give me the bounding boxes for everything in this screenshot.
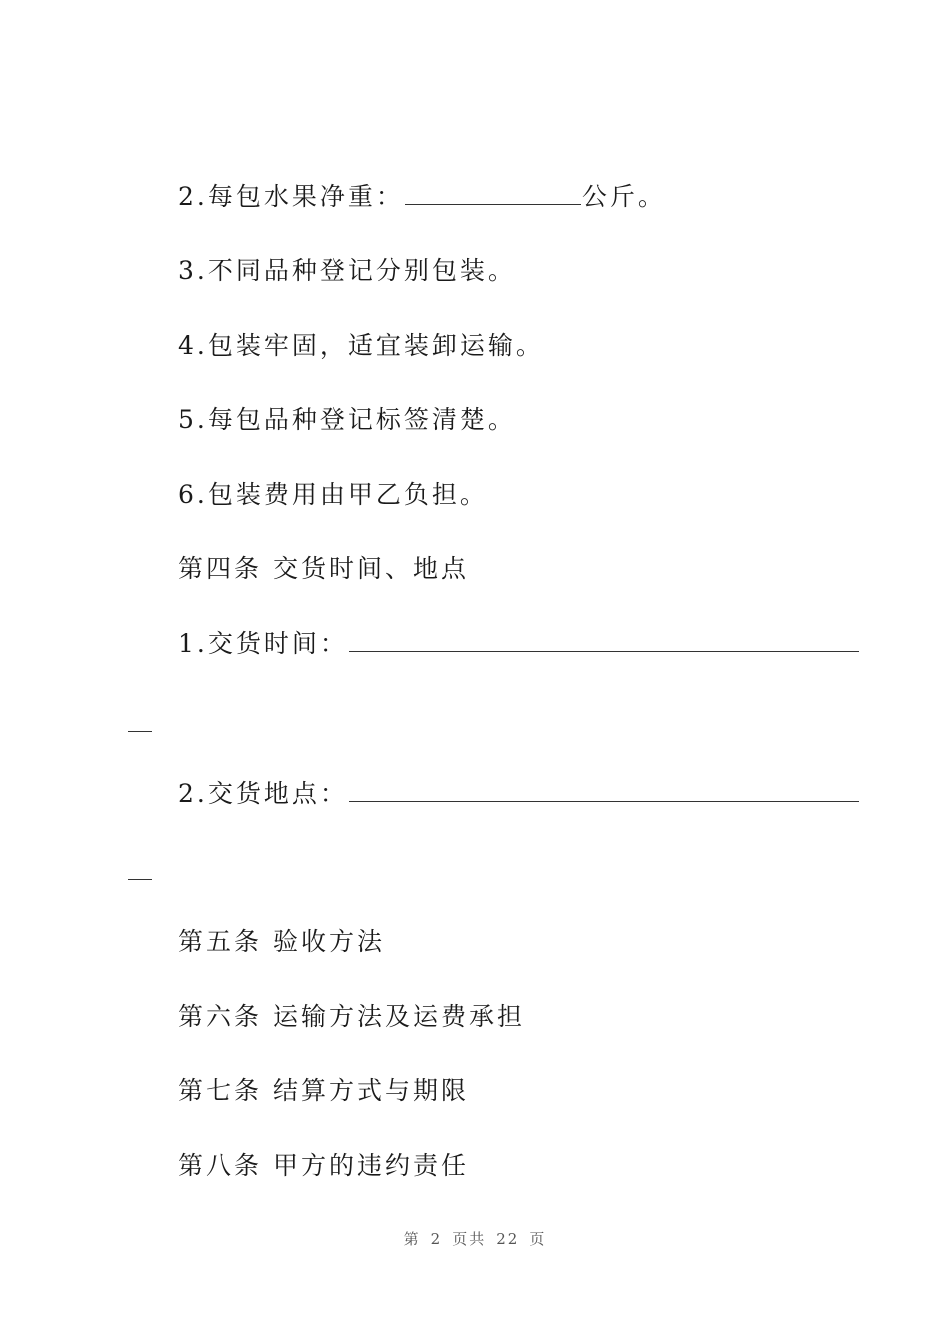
delivery-place-blank [349, 779, 859, 802]
net-weight-line [178, 182, 666, 212]
delivery-place-label: 2.交货地点： [178, 779, 348, 808]
article-6-heading: 第六条 运输方法及运费承担 [178, 1002, 525, 1031]
packaging-item-4: 4.包装牢固，适宜装卸运输。 [178, 331, 544, 360]
packaging-item-3: 3.不同品种登记分别包装。 [178, 256, 516, 285]
packaging-item-6: 6.包装费用由甲乙负担。 [178, 480, 488, 509]
footer-page-number: 2 [430, 1230, 443, 1248]
net-weight-blank [405, 182, 581, 205]
delivery-time-label: 1.交货时间： [178, 629, 348, 658]
packaging-item-5: 5.每包品种登记标签清楚。 [178, 405, 516, 434]
footer-mid: 页共 [452, 1230, 487, 1248]
article-5-heading: 第五条 验收方法 [178, 927, 385, 956]
net-weight-unit: 公斤。 [581, 182, 666, 211]
footer-pre: 第 [403, 1230, 421, 1248]
net-weight-label: 2.每包水果净重： [178, 182, 404, 211]
delivery-time-line [178, 629, 860, 659]
delivery-place-line [178, 779, 860, 809]
delivery-time-blank-continuation [128, 731, 152, 732]
article-8-heading: 第八条 甲方的违约责任 [178, 1151, 469, 1180]
article-4-heading: 第四条 交货时间、地点 [178, 554, 469, 583]
footer-post: 页 [529, 1230, 547, 1248]
delivery-time-blank [349, 629, 859, 652]
page-footer [0, 1228, 950, 1249]
delivery-place-blank-continuation [128, 879, 152, 880]
footer-total-pages: 22 [496, 1230, 520, 1248]
article-7-heading: 第七条 结算方式与期限 [178, 1076, 469, 1105]
